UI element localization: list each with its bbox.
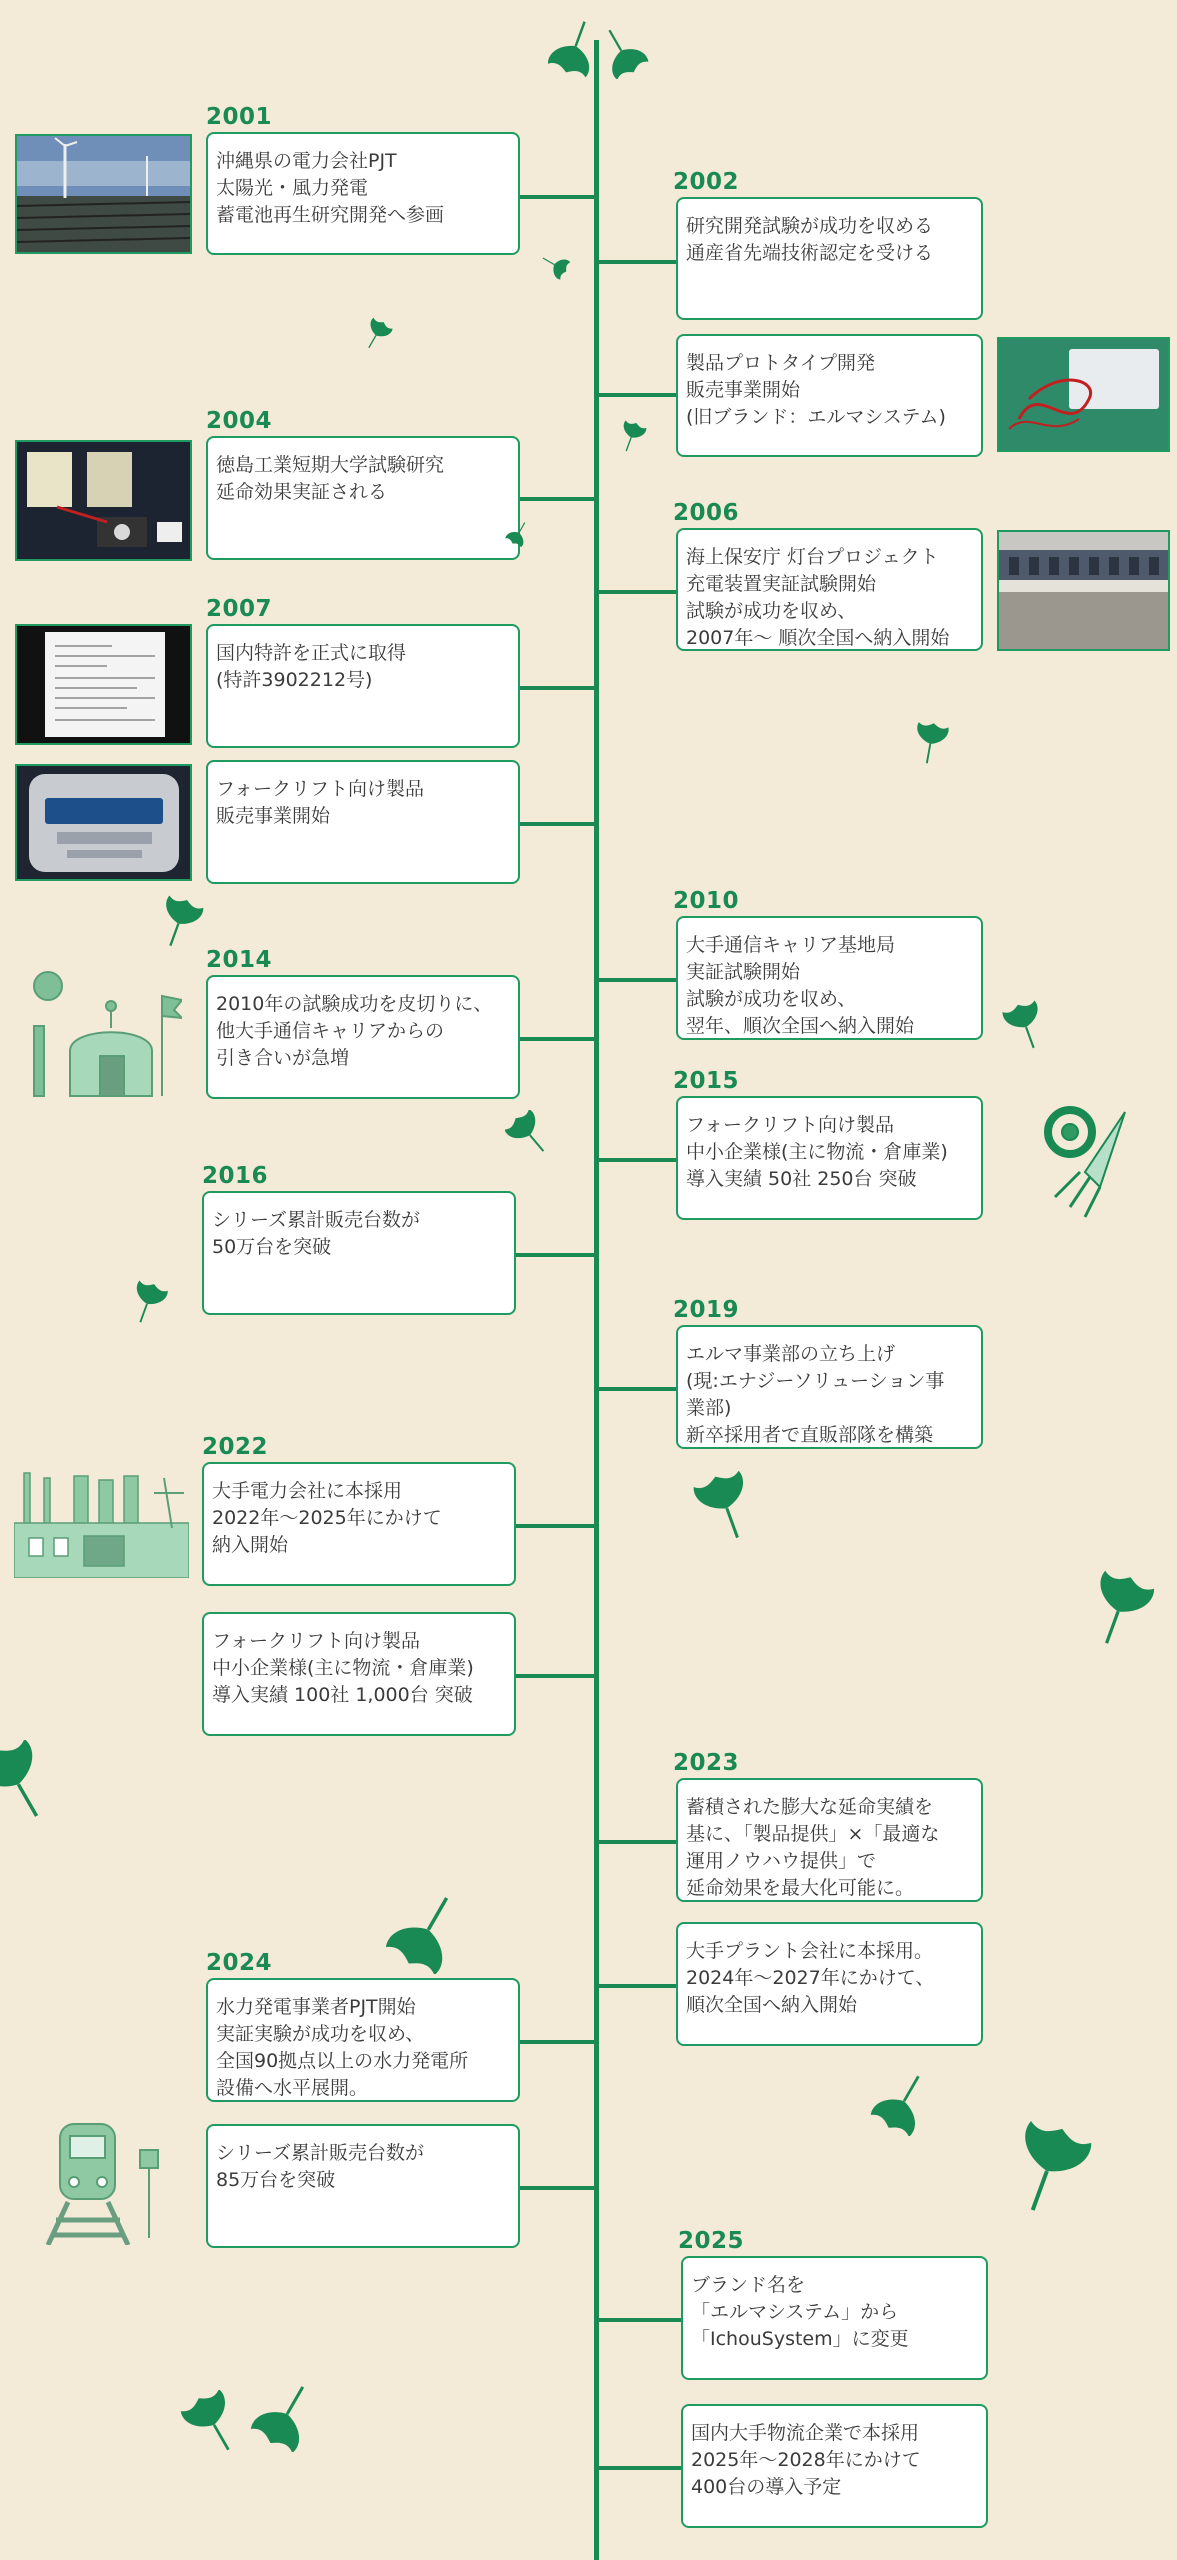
timeline-branch — [520, 2040, 594, 2044]
milestone-text: シリーズ累計販売台数が — [216, 2142, 425, 2164]
lighthouse-battery-photo — [997, 530, 1170, 651]
ginkgo-leaf-icon — [125, 1280, 170, 1329]
milestone-card — [202, 1612, 516, 1736]
milestone-text: 2022年〜2025年にかけて — [212, 1507, 442, 1529]
year-label: 2007 — [206, 596, 273, 622]
milestone-text: 大手プラント会社に本採用。 — [686, 1940, 934, 1962]
milestone-text: (旧ブランド：エルマシステム) — [686, 406, 946, 428]
milestone-text: 新卒採用者で直販部隊を構築 — [686, 1424, 934, 1446]
timeline-branch — [599, 1840, 676, 1844]
milestone-text: 太陽光・風力発電 — [216, 177, 369, 199]
ginkgo-leaf-icon — [908, 720, 953, 769]
forklift-product-photo — [15, 764, 192, 881]
milestone-text: 水力発電事業者PJT開始 — [216, 1996, 416, 2018]
milestone-text: 引き合いが急増 — [216, 1047, 350, 1069]
milestone-text: 延命効果実証される — [216, 481, 388, 503]
milestone-text: 他大手通信キャリアからの — [216, 1020, 445, 1042]
timeline-branch — [599, 393, 676, 397]
timeline-trunk — [594, 40, 599, 2560]
milestone-card — [676, 1922, 983, 2046]
ginkgo-leaf-icon — [615, 420, 648, 457]
milestone-text: 中小企業様(主に物流・倉庫業) — [212, 1657, 474, 1679]
year-label: 2002 — [673, 169, 740, 195]
milestone-card — [206, 2124, 520, 2248]
year-label: 2010 — [673, 888, 740, 914]
milestone-card — [206, 624, 520, 748]
milestone-text: 2007年〜 順次全国へ納入開始 — [686, 627, 950, 649]
milestone-text: 2025年〜2028年にかけて — [691, 2449, 921, 2471]
milestone-card — [202, 1191, 516, 1315]
timeline-branch — [520, 1037, 594, 1041]
milestone-card — [676, 197, 983, 320]
ginkgo-leaf-icon — [505, 520, 532, 551]
timeline-branch — [516, 1253, 594, 1257]
milestone-text: 2010年の試験成功を皮切りに、 — [216, 993, 493, 1015]
year-label: 2014 — [206, 947, 273, 973]
milestone-text: 徳島工業短期大学試験研究 — [216, 454, 445, 476]
year-label: 2022 — [202, 1434, 269, 1460]
power-plant-illustration — [14, 1468, 189, 1582]
milestone-text: 沖縄県の電力会社PJT — [216, 150, 397, 172]
timeline-branch — [599, 2466, 681, 2470]
timeline-branch — [520, 195, 594, 199]
milestone-card — [676, 1096, 983, 1220]
milestone-text: 全国90拠点以上の水力発電所 — [216, 2050, 469, 2072]
milestone-text: 製品プロトタイプ開発 — [686, 352, 876, 374]
year-label: 2006 — [673, 500, 740, 526]
timeline-branch — [599, 1158, 676, 1162]
milestone-text: シリーズ累計販売台数が — [212, 1209, 421, 1231]
milestone-text: 蓄電池再生研究開発へ参画 — [216, 204, 445, 226]
timeline-branch — [520, 686, 594, 690]
milestone-text: 充電装置実証試験開始 — [686, 573, 877, 595]
milestone-card — [676, 1778, 983, 1902]
timeline-branch — [599, 1984, 676, 1988]
milestone-text: 中小企業様(主に物流・倉庫業) — [686, 1141, 948, 1163]
milestone-text: 大手電力会社に本採用 — [212, 1480, 403, 1502]
milestone-card — [206, 436, 520, 560]
milestone-card — [206, 132, 520, 255]
ginkgo-leaf-icon — [180, 2390, 246, 2460]
timeline-branch — [520, 497, 594, 501]
milestone-card — [681, 2256, 988, 2380]
milestone-text: エルマ事業部の立ち上げ — [686, 1343, 896, 1365]
ginkgo-leaf-icon — [505, 1110, 553, 1162]
year-label: 2016 — [202, 1163, 269, 1189]
milestone-text: 販売事業開始 — [686, 379, 801, 401]
telecom-station-illustration — [22, 966, 182, 1105]
rocket-gear-illustration — [1030, 1092, 1140, 1226]
milestone-card — [676, 528, 983, 651]
milestone-card — [202, 1462, 516, 1586]
ginkgo-leaf-icon — [152, 895, 206, 953]
milestone-text: 400台の導入予定 — [691, 2476, 842, 2498]
milestone-text: 「IchouSystem」に変更 — [691, 2328, 909, 2350]
milestone-text: 納入開始 — [212, 1534, 289, 1556]
milestone-text: (特許3902212号) — [216, 669, 373, 691]
milestone-text: ブランド名を — [691, 2274, 806, 2296]
milestone-text: 50万台を突破 — [212, 1236, 332, 1258]
milestone-card — [676, 916, 983, 1040]
milestone-text: 導入実績 50社 250台 突破 — [686, 1168, 917, 1190]
milestone-text: 国内特許を正式に取得 — [216, 642, 407, 664]
milestone-card — [676, 1325, 983, 1449]
milestone-text: フォークリフト向け製品 — [686, 1114, 895, 1136]
milestone-text: 延命効果を最大化可能に。 — [686, 1877, 915, 1899]
year-label: 2015 — [673, 1068, 740, 1094]
milestone-card — [206, 975, 520, 1099]
timeline-branch — [520, 822, 594, 826]
timeline-branch — [516, 1524, 594, 1528]
milestone-text: 順次全国へ納入開始 — [686, 1994, 858, 2016]
milestone-card — [676, 334, 983, 457]
milestone-text: 基に、「製品提供」×「最適な — [686, 1823, 940, 1845]
ginkgo-leaf-icon — [0, 1740, 59, 1828]
milestone-text: 海上保安庁 灯台プロジェクト — [686, 546, 939, 568]
ginkgo-leaf-icon — [870, 2070, 936, 2140]
milestone-text: 大手通信キャリア基地局 — [686, 934, 896, 956]
ginkgo-leaf-icon — [250, 2380, 322, 2456]
year-label: 2025 — [678, 2228, 745, 2254]
train-illustration — [38, 2120, 168, 2249]
milestone-text: 蓄積された膨大な延命実績を — [686, 1796, 934, 1818]
milestone-text: 研究開発試験が成功を収める — [686, 215, 934, 237]
ginkgo-leaf-icon — [690, 1470, 762, 1546]
patent-document-photo — [15, 624, 192, 745]
timeline-branch — [599, 260, 676, 264]
year-label: 2024 — [206, 1950, 273, 1976]
milestone-text: 導入実績 100社 1,000台 突破 — [212, 1684, 473, 1706]
year-label: 2019 — [673, 1297, 740, 1323]
timeline-branch — [599, 978, 676, 982]
milestone-text: 実証試験開始 — [686, 961, 801, 983]
milestone-text: 2024年〜2027年にかけて、 — [686, 1967, 935, 1989]
battery-test-photo — [15, 440, 192, 561]
prototype-device-photo — [997, 337, 1170, 452]
timeline-branch — [520, 2186, 594, 2190]
ginkgo-leaf-icon — [360, 318, 393, 355]
milestone-text: 「エルマシステム」から — [691, 2301, 899, 2323]
timeline-branch — [516, 1674, 594, 1678]
milestone-text: 実証実験が成功を収め、 — [216, 2023, 425, 2045]
year-label: 2001 — [206, 104, 273, 130]
ginkgo-leaf-icon — [385, 1890, 469, 1978]
milestone-text: 85万台を突破 — [216, 2169, 336, 2191]
timeline-branch — [599, 2318, 681, 2322]
ginkgo-leaf-icon — [1080, 1570, 1158, 1652]
ginkgo-leaf-icon — [1000, 1000, 1051, 1055]
ginkgo-leaf-icon — [540, 250, 570, 284]
year-label: 2023 — [673, 1750, 740, 1776]
milestone-card — [206, 1978, 520, 2102]
milestone-card — [206, 760, 520, 884]
milestone-text: フォークリフト向け製品 — [216, 778, 425, 800]
milestone-text: 運用ノウハウ提供」で — [686, 1850, 877, 1872]
milestone-text: 翌年、順次全国へ納入開始 — [686, 1015, 915, 1037]
timeline-branch — [599, 590, 676, 594]
ginkgo-leaf-icon — [1000, 2120, 1096, 2220]
milestone-text: 国内大手物流企業で本採用 — [691, 2422, 920, 2444]
milestone-text: 業部) — [686, 1397, 732, 1419]
milestone-text: 試験が成功を収め、 — [686, 988, 857, 1010]
solar-wind-farm-photo — [15, 134, 192, 254]
milestone-text: (現:エナジーソリューション事 — [686, 1370, 945, 1392]
milestone-text: 設備へ水平展開。 — [216, 2077, 369, 2099]
milestone-text: 試験が成功を収め、 — [686, 600, 857, 622]
milestone-text: 通産省先端技術認定を受ける — [686, 242, 934, 264]
year-label: 2004 — [206, 408, 273, 434]
milestone-text: 販売事業開始 — [216, 805, 331, 827]
ginkgo-leaf-icon — [595, 25, 649, 83]
milestone-card — [681, 2404, 988, 2528]
milestone-text: フォークリフト向け製品 — [212, 1630, 421, 1652]
timeline-branch — [599, 1387, 676, 1391]
